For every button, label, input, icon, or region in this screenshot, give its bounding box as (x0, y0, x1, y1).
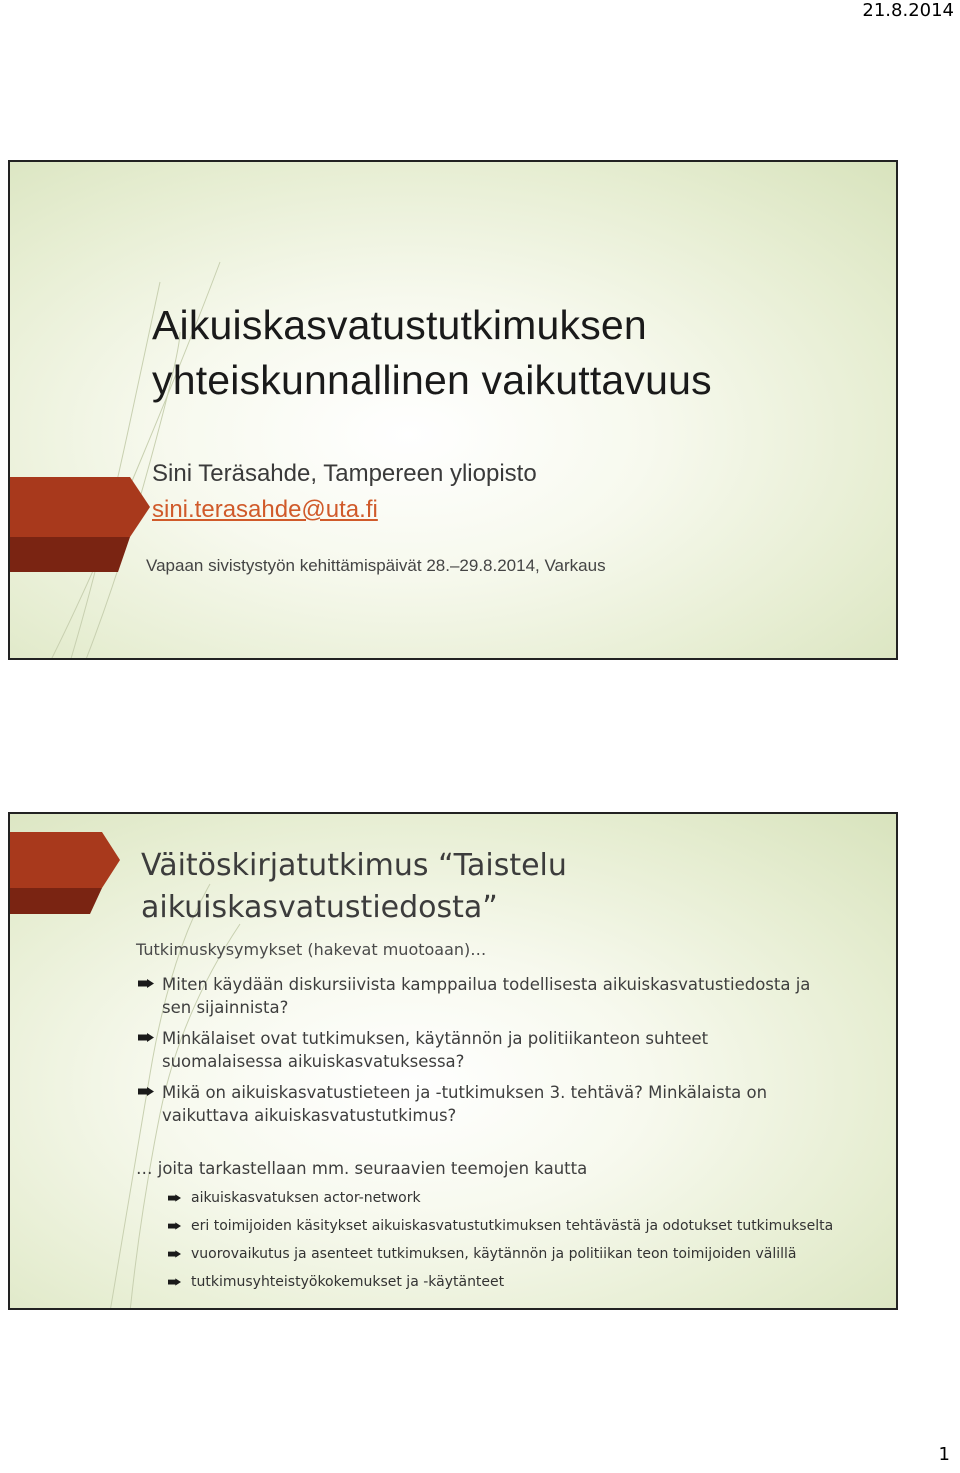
research-questions-intro: Tutkimuskysymykset (hakevat muotoaan)… (136, 940, 487, 959)
question-2-line-1: Minkälaiset ovat tutkimuksen, käytännön ja politiikanteon suhteet (162, 1029, 709, 1048)
question-1-line-2: sen sijainnista? (162, 998, 289, 1017)
arrow-right-icon (138, 1087, 154, 1096)
slide2-title-line-1: Väitöskirjatutkimus “Taistelu (141, 848, 567, 883)
arrow-right-icon (168, 1194, 181, 1202)
question-1-line-1: Miten käydään diskursiivista kamppailua todellisesta aikuiskasvatustiedosta ja (162, 975, 811, 994)
red-accent-shape (10, 832, 120, 888)
question-3-line-2: vaikuttava aikuiskasvatustutkimus? (162, 1106, 457, 1125)
question-2-line-2: suomalaisessa aikuiskasvatuksessa? (162, 1052, 465, 1071)
title-slide (8, 160, 898, 660)
theme-item-1: aikuiskasvatuksen actor-network (191, 1190, 421, 1206)
slide1-title-line-1: Aikuiskasvatustutkimuksen (152, 302, 647, 348)
arrow-right-icon (138, 1033, 154, 1042)
email-link[interactable]: sini.terasahde@uta.fi (152, 496, 378, 523)
event-line: Vapaan sivistystyön kehittämispäivät 28.–29.8.2014, Varkaus (146, 556, 606, 575)
slide1-title-line-2: yhteiskunnallinen vaikuttavuus (152, 357, 712, 403)
arrow-right-icon (168, 1250, 181, 1258)
red-accent-shape (10, 477, 150, 537)
theme-item-4: tutkimusyhteistyökokemukset ja -käytänteet (191, 1274, 505, 1290)
theme-item-2: eri toimijoiden käsitykset aikuiskasvatustutkimuksen tehtävästä ja odotukset tutkimukselta (191, 1218, 834, 1234)
page-number: 1 (938, 1444, 950, 1465)
author-line: Sini Teräsahde, Tampereen yliopisto (152, 460, 537, 487)
arrow-right-icon (168, 1222, 181, 1230)
header-date: 21.8.2014 (862, 0, 954, 21)
arrow-right-icon (168, 1278, 181, 1286)
theme-item-3: vuorovaikutus ja asenteet tutkimuksen, käytännön ja politiikan teon toimijoiden välillä (191, 1246, 797, 1262)
question-3-line-1: Mikä on aikuiskasvatustieteen ja -tutkimuksen 3. tehtävä? Minkälaista on (162, 1083, 768, 1102)
arrow-right-icon (138, 979, 154, 988)
content-slide (8, 812, 898, 1310)
decorative-swoosh-graphic (10, 162, 898, 660)
slide2-title-line-2: aikuiskasvatustiedosta” (141, 890, 498, 925)
themes-intro: … joita tarkastellaan mm. seuraavien teemojen kautta (136, 1159, 588, 1178)
